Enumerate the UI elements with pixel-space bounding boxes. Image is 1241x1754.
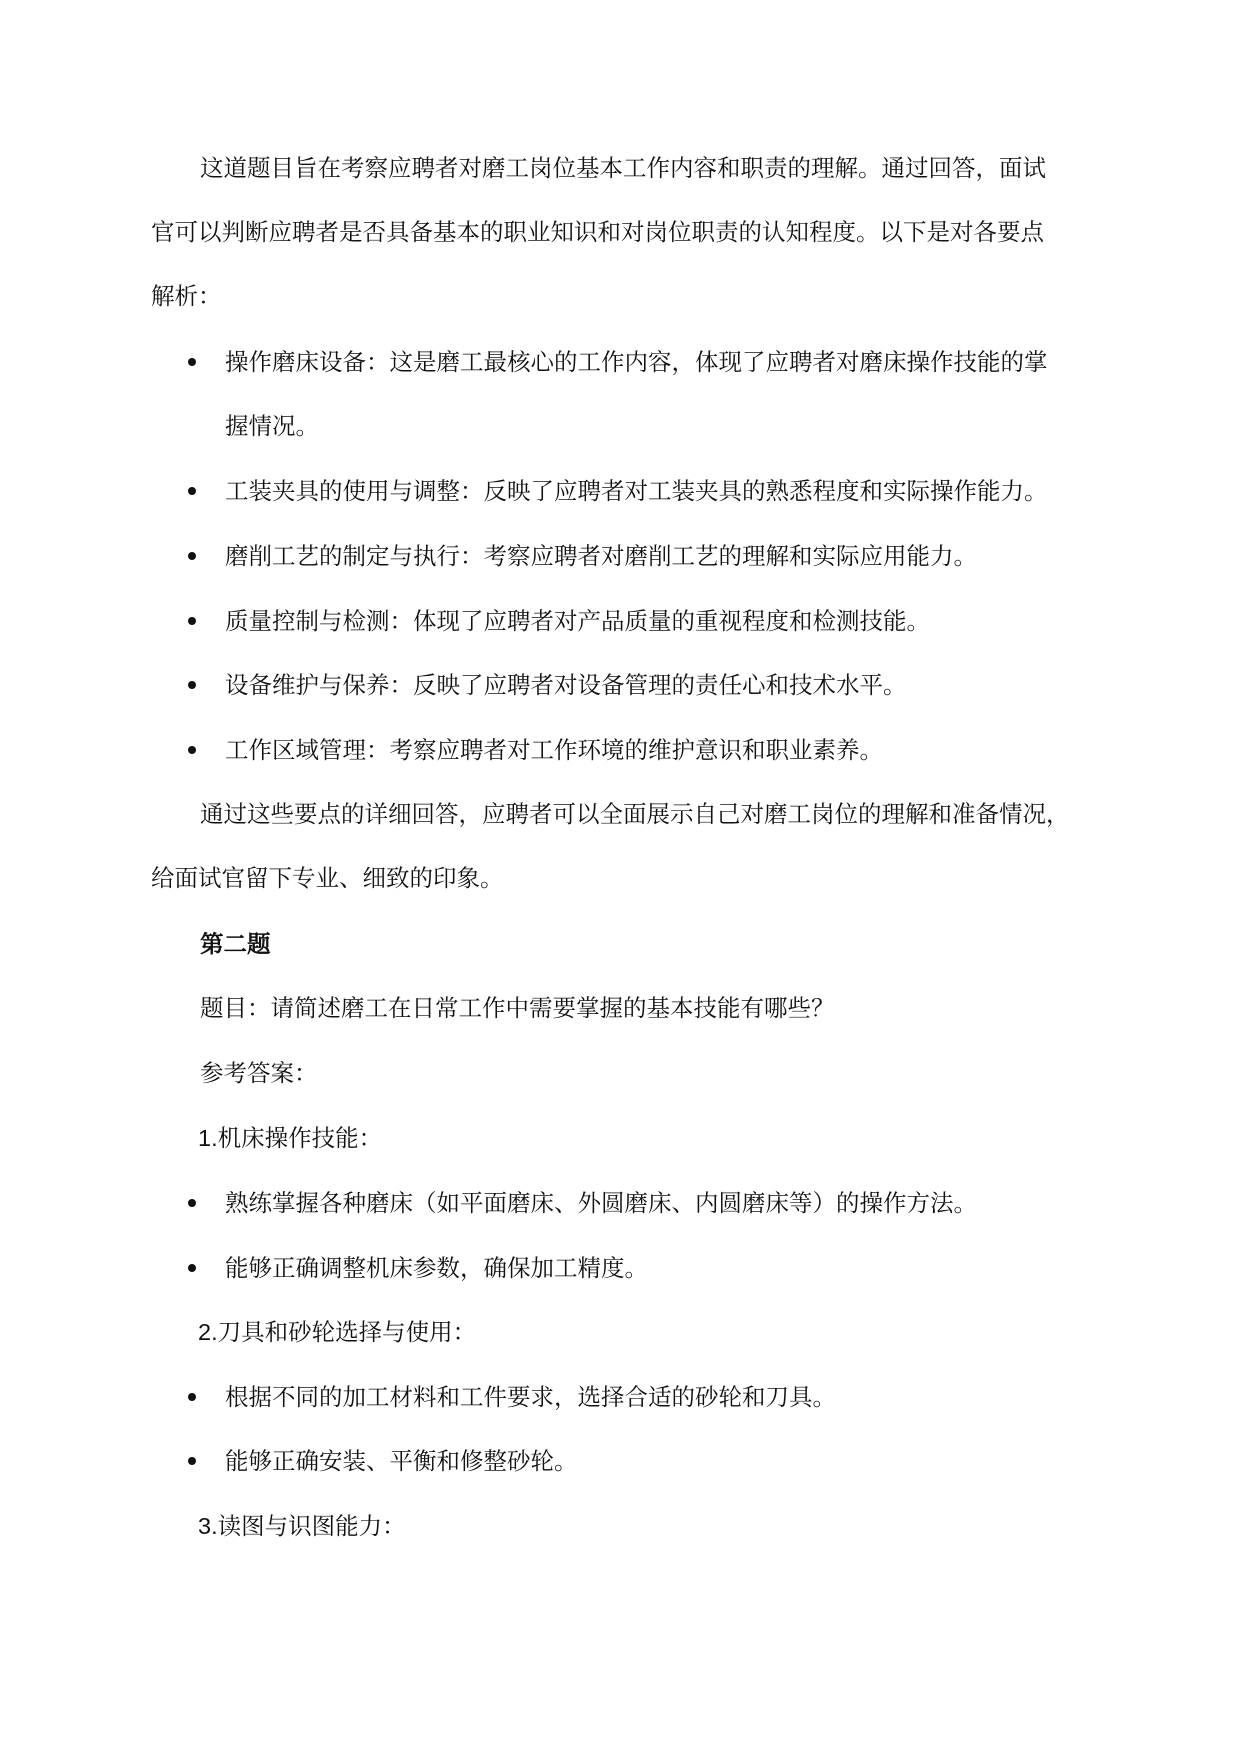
numbered-heading-1 [198, 1122, 382, 1154]
bullet-icon [188, 358, 196, 366]
section-number: 2. [198, 1319, 218, 1345]
question-text: 题目：请简述磨工在日常工作中需要掌握的基本技能有哪些？ [200, 994, 835, 1022]
bullet-icon [188, 552, 196, 560]
bullet-icon [188, 1199, 196, 1207]
bullet-icon [188, 746, 196, 754]
section-title: 读图与识图能力： [217, 1512, 406, 1540]
answer-label: 参考答案： [200, 1059, 318, 1087]
section-number: 1. [198, 1125, 218, 1151]
bullet-icon [188, 1457, 196, 1465]
section-heading: 第二题 [200, 930, 271, 958]
intro-line-3: 解析： [151, 282, 222, 310]
section-title: 机床操作技能： [217, 1124, 383, 1152]
numbered-heading-2 [198, 1316, 476, 1348]
numbered-heading-3 [198, 1510, 406, 1542]
bullet-icon [188, 617, 196, 625]
skill-item-1-2: 能够正确调整机床参数，确保加工精度。 [225, 1254, 648, 1282]
point-4: 质量控制与检测：体现了应聘者对产品质量的重视程度和检测技能。 [225, 607, 930, 635]
point-1-line-2: 握情况。 [225, 412, 319, 440]
intro-line-1: 这道题目旨在考察应聘者对磨工岗位基本工作内容和职责的理解。通过回答，面试 [200, 154, 1046, 182]
point-2: 工装夹具的使用与调整：反映了应聘者对工装夹具的熟悉程度和实际操作能力。 [225, 477, 1048, 505]
point-1-line-1: 操作磨床设备：这是磨工最核心的工作内容，体现了应聘者对磨床操作技能的掌 [225, 348, 1048, 376]
section-number: 3. [198, 1513, 218, 1539]
section-title: 刀具和砂轮选择与使用： [217, 1318, 477, 1346]
skill-item-2-2: 能够正确安装、平衡和修整砂轮。 [225, 1447, 578, 1475]
bullet-icon [188, 1393, 196, 1401]
bullet-icon [188, 487, 196, 495]
point-6: 工作区域管理：考察应聘者对工作环境的维护意识和职业素养。 [225, 736, 883, 764]
bullet-icon [188, 1264, 196, 1272]
conclusion-line-1: 通过这些要点的详细回答，应聘者可以全面展示自己对磨工岗位的理解和准备情况， [200, 800, 1070, 828]
conclusion-line-2: 给面试官留下专业、细致的印象。 [151, 864, 504, 892]
skill-item-2-1: 根据不同的加工材料和工件要求，选择合适的砂轮和刀具。 [225, 1383, 836, 1411]
point-5: 设备维护与保养：反映了应聘者对设备管理的责任心和技术水平。 [225, 671, 907, 699]
bullet-icon [188, 681, 196, 689]
point-3: 磨削工艺的制定与执行：考察应聘者对磨削工艺的理解和实际应用能力。 [225, 542, 977, 570]
skill-item-1-1: 熟练掌握各种磨床（如平面磨床、外圆磨床、内圆磨床等）的操作方法。 [225, 1189, 977, 1217]
intro-line-2: 官可以判断应聘者是否具备基本的职业知识和对岗位职责的认知程度。以下是对各要点 [151, 218, 1044, 246]
